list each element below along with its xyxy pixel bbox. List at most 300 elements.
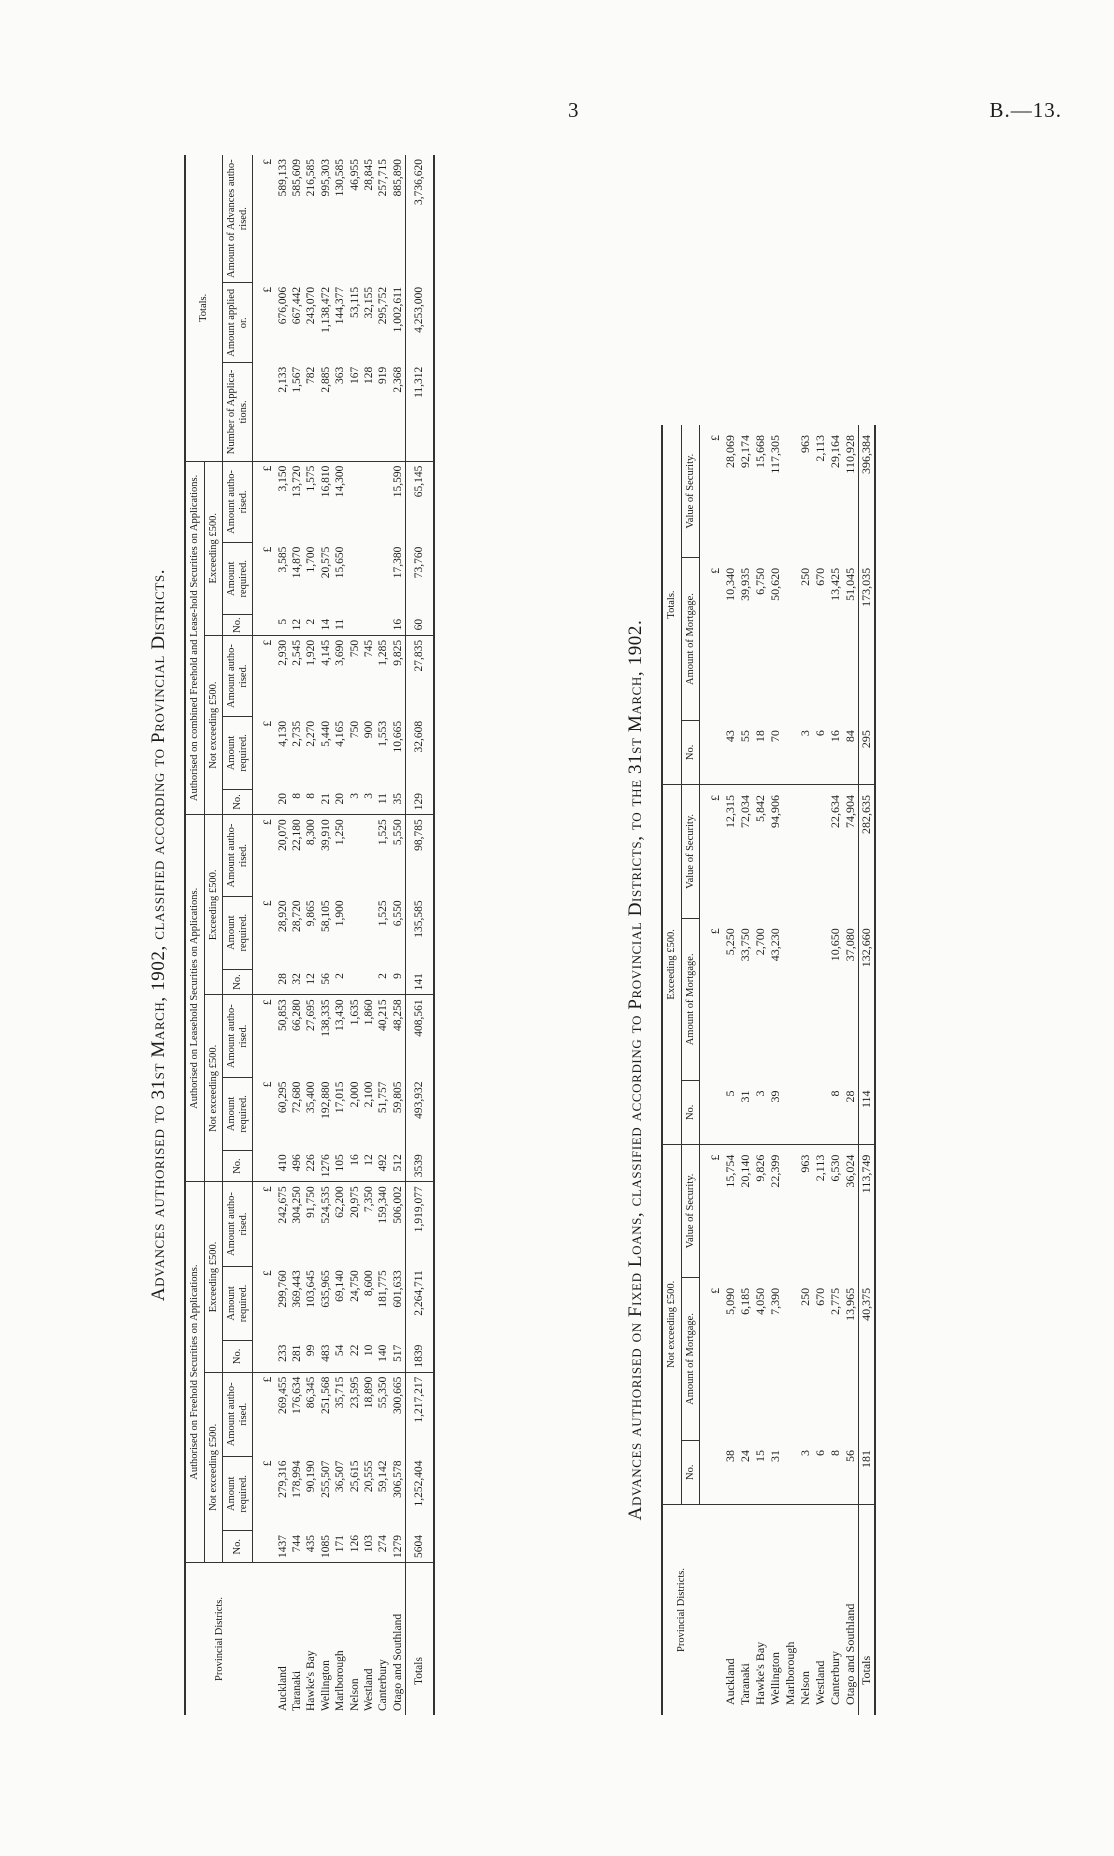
- table-cell: 5,440: [319, 720, 332, 747]
- table-cell: [362, 543, 376, 615]
- currency-symbol: £: [708, 928, 723, 935]
- table-cell: 16: [828, 720, 843, 784]
- table-cell: 43: [723, 720, 738, 784]
- table1-sub-not-exceeding: Not exceeding £500.: [204, 1372, 223, 1562]
- table-cell: 13,425: [828, 567, 843, 601]
- table-cell: 524,535: [319, 1186, 332, 1224]
- table1-sub-not-exceeding: Not exceeding £500.: [204, 635, 223, 814]
- total-cell: 3,736,620: [406, 155, 434, 283]
- table-cell: 54: [333, 1341, 347, 1373]
- unit-row-spacer: [253, 969, 276, 995]
- table-cell: 5: [723, 1080, 738, 1144]
- table-cell: 2: [304, 615, 318, 635]
- unit-row: [253, 155, 276, 1715]
- table-cell: 39: [768, 1080, 783, 1144]
- district-name: Auckland: [276, 1666, 289, 1711]
- table-cell: 72,680: [291, 1081, 303, 1114]
- table-cell: 37,080: [843, 928, 858, 962]
- table-cell: [348, 815, 362, 897]
- table-row: [723, 425, 738, 1715]
- table-cell: 3,585: [276, 546, 289, 573]
- table-cell: 35: [391, 789, 406, 815]
- table-cell: 18,890: [363, 1376, 376, 1409]
- total-cell: 141: [406, 969, 434, 995]
- col-amount-authorised: Amount autho-rised.: [223, 1372, 253, 1456]
- table-cell: 55: [738, 720, 753, 784]
- currency-symbol: £: [262, 819, 275, 826]
- page-number: 3: [568, 98, 579, 122]
- col-amount-applied: Amount applied or.: [223, 283, 253, 363]
- table-cell: 59,142: [377, 1460, 390, 1493]
- table-cell: 1,553: [377, 720, 390, 747]
- currency-symbol: £: [262, 999, 275, 1006]
- table-cell: 20,140: [738, 1154, 753, 1188]
- table-cell: 16,810: [319, 465, 332, 498]
- col-amount-authorised: Amount autho-rised.: [223, 995, 253, 1078]
- table-cell: 435: [304, 1531, 318, 1563]
- table-row: [304, 155, 318, 1715]
- table-row: [843, 425, 859, 1715]
- table-cell: 14,870: [291, 546, 303, 579]
- table-cell: 8,300: [305, 819, 318, 846]
- table-cell: 3: [753, 1080, 768, 1144]
- table-row: [828, 425, 843, 1715]
- col-no: No.: [681, 1080, 700, 1144]
- table-cell: 32: [290, 969, 304, 995]
- table-row: [738, 425, 753, 1715]
- total-cell: 396,384: [859, 425, 876, 558]
- table-cell: [783, 1278, 798, 1440]
- table1-header-leasehold: Authorised on Leasehold Securities on Applications.: [185, 815, 204, 1182]
- table-cell: 6: [813, 1440, 828, 1504]
- unit-row-spacer: [253, 1150, 276, 1182]
- table-cell: 6,750: [753, 567, 768, 595]
- table-cell: 963: [798, 1154, 813, 1173]
- currency-symbol: £: [262, 720, 275, 727]
- table-cell: 20,555: [363, 1460, 376, 1493]
- table-cell: 32,155: [363, 286, 376, 319]
- table1-body: [253, 155, 434, 1715]
- table-cell: 274: [376, 1531, 390, 1563]
- table-cell: 10,650: [828, 928, 843, 962]
- district-name: Taranaki: [738, 1663, 753, 1705]
- col-amount-authorised: Amount autho-rised.: [223, 635, 253, 717]
- table-cell: [376, 461, 390, 543]
- fixed-loans-table: [661, 425, 876, 1715]
- currency-symbol: £: [708, 1154, 723, 1161]
- table-row: [391, 155, 406, 1715]
- table-cell: 28,845: [363, 159, 376, 191]
- table-cell: 74,904: [843, 795, 858, 829]
- table-cell: 2,000: [348, 1081, 361, 1108]
- table-cell: [362, 969, 376, 995]
- table-cell: 7,390: [768, 1287, 783, 1315]
- advances-table: [184, 155, 435, 1715]
- col-no: No.: [223, 1150, 253, 1182]
- table-cell: 5: [276, 615, 290, 635]
- table-cell: 8: [290, 789, 304, 815]
- table-cell: 782: [304, 363, 318, 461]
- table-cell: 8: [304, 789, 318, 815]
- total-cell: 408,561: [406, 995, 434, 1078]
- district-name: Nelson: [798, 1671, 813, 1705]
- table-cell: 138,335: [319, 999, 332, 1037]
- table-cell: 3,150: [276, 465, 289, 492]
- table-row: [276, 155, 290, 1715]
- table-cell: 1,860: [363, 999, 376, 1026]
- table2-header-not-exceeding: Not exceeding £500.: [662, 1144, 681, 1504]
- table-cell: 506,002: [391, 1186, 404, 1224]
- table-cell: 5,842: [753, 795, 768, 823]
- table-cell: [813, 785, 828, 919]
- district-name: Taranaki: [291, 1670, 303, 1711]
- table-cell: 105: [333, 1150, 347, 1182]
- table-cell: 3: [798, 1440, 813, 1504]
- col-no: No.: [681, 720, 700, 784]
- table-cell: 2,270: [305, 720, 318, 747]
- table-cell: 1,900: [334, 900, 347, 927]
- table-cell: 517: [391, 1341, 406, 1373]
- table1-sub-exceeding: Exceeding £500.: [204, 815, 223, 995]
- table-cell: 2,133: [276, 363, 290, 461]
- table-cell: 2: [376, 969, 390, 995]
- table1-header-districts: Provincial Districts.: [213, 1597, 225, 1681]
- table-cell: 13,965: [843, 1287, 858, 1321]
- total-cell: 295: [859, 720, 876, 784]
- total-cell: 173,035: [859, 558, 876, 720]
- table-cell: 1279: [391, 1531, 406, 1563]
- table-cell: 58,105: [319, 900, 332, 932]
- col-amount-required: Amount required.: [223, 1266, 253, 1340]
- total-cell: 114: [859, 1080, 876, 1144]
- table-cell: 178,994: [291, 1460, 303, 1498]
- table2-header-totals: Totals.: [662, 425, 681, 785]
- district-name: Canterbury: [377, 1659, 390, 1711]
- total-cell: 98,785: [406, 815, 434, 897]
- document-reference: B.—13.: [989, 98, 1062, 122]
- table-cell: 900: [363, 720, 376, 739]
- table-cell: 92,174: [738, 435, 753, 468]
- table-cell: 496: [290, 1150, 304, 1182]
- table-cell: 56: [843, 1440, 859, 1504]
- table-cell: [348, 461, 362, 543]
- total-cell: 60: [406, 615, 434, 635]
- table-cell: 69,140: [334, 1270, 347, 1302]
- currency-symbol: £: [262, 1376, 275, 1383]
- total-cell: 1,919,077: [406, 1182, 434, 1266]
- col-no: No.: [223, 615, 253, 635]
- table-cell: 8: [828, 1080, 843, 1144]
- currency-symbol: £: [262, 1186, 275, 1193]
- table-cell: 6,550: [391, 900, 404, 927]
- col-amount-required: Amount required.: [223, 1457, 253, 1532]
- table-cell: 11: [333, 615, 347, 635]
- table-cell: 8: [828, 1440, 843, 1504]
- table-cell: [348, 615, 362, 635]
- table1-header-totals: Totals.: [185, 155, 223, 461]
- table-cell: 13,430: [334, 999, 347, 1031]
- table-cell: 12,315: [723, 795, 738, 829]
- table-cell: 130,585: [334, 159, 347, 197]
- total-cell: 32,608: [406, 717, 434, 789]
- table-cell: 10: [362, 1341, 376, 1373]
- table-cell: [783, 785, 798, 919]
- table-cell: 23,595: [348, 1376, 361, 1409]
- district-name: Wellington: [319, 1660, 332, 1711]
- table-cell: 40,215: [377, 999, 390, 1031]
- table-cell: 171: [333, 1531, 347, 1563]
- col-amount-advances: Amount of Advances autho-rised.: [223, 155, 253, 283]
- total-cell: 1,217,217: [406, 1372, 434, 1456]
- table-cell: 4,165: [334, 720, 347, 747]
- table-cell: 15,590: [391, 465, 404, 498]
- currency-symbol: £: [262, 465, 275, 472]
- table-cell: 12: [304, 969, 318, 995]
- table-cell: 9: [391, 969, 406, 995]
- table-cell: 1,138,472: [319, 286, 332, 333]
- table-cell: 46,955: [348, 159, 361, 191]
- currency-symbol: £: [708, 435, 723, 441]
- table-cell: 16: [348, 1150, 362, 1182]
- table-cell: 91,750: [305, 1186, 318, 1218]
- fixed-loans-table-block: [625, 425, 1075, 1715]
- table-cell: 128: [362, 363, 376, 461]
- currency-symbol: £: [262, 1270, 275, 1276]
- table-cell: [783, 1440, 798, 1504]
- unit-row-spacer: [253, 615, 276, 635]
- unit-row-spacer: [700, 720, 724, 784]
- table-cell: 15: [753, 1440, 768, 1504]
- table-cell: 363: [333, 363, 347, 461]
- table-cell: 66,280: [291, 999, 303, 1031]
- table-cell: 750: [348, 720, 361, 739]
- table-cell: 126: [348, 1531, 362, 1563]
- col-value-security: Value of Security.: [681, 425, 700, 558]
- total-cell: 65,145: [406, 461, 434, 543]
- table-cell: [362, 815, 376, 897]
- table-cell: 22: [348, 1341, 362, 1373]
- table-cell: [362, 896, 376, 969]
- table-cell: 20: [276, 789, 290, 815]
- unit-row-spacer: [253, 789, 276, 815]
- table-cell: 12: [290, 615, 304, 635]
- table-cell: 243,070: [305, 286, 318, 325]
- table-cell: 50,620: [768, 567, 783, 601]
- table-cell: 20,975: [348, 1186, 361, 1218]
- table-cell: 12: [362, 1150, 376, 1182]
- table-cell: 1,920: [305, 639, 318, 666]
- table-cell: [783, 918, 798, 1080]
- table-cell: 33,750: [738, 928, 753, 962]
- table-cell: 635,965: [319, 1270, 332, 1308]
- table-cell: 103: [362, 1531, 376, 1563]
- table-cell: 59,805: [391, 1081, 404, 1114]
- table-cell: 2,700: [753, 928, 768, 956]
- table-cell: 39,910: [319, 819, 332, 851]
- unit-row-spacer: [253, 1531, 276, 1563]
- table-cell: 885,890: [391, 159, 404, 197]
- table-cell: 8,600: [363, 1270, 376, 1297]
- table-cell: 226: [304, 1150, 318, 1182]
- total-cell: 2,264,711: [406, 1266, 434, 1340]
- col-no: No.: [681, 1440, 700, 1504]
- total-cell: 113,749: [859, 1144, 876, 1278]
- table-cell: 20: [333, 789, 347, 815]
- table-cell: 28,069: [723, 435, 738, 468]
- table-row: [753, 425, 768, 1715]
- table-cell: 1,700: [305, 546, 318, 573]
- table-cell: 2,113: [813, 435, 828, 462]
- total-cell: 3539: [406, 1150, 434, 1182]
- table-cell: 5,250: [723, 928, 738, 956]
- table-cell: 36,024: [843, 1154, 858, 1188]
- table-cell: 304,250: [291, 1186, 303, 1224]
- table-cell: 43,230: [768, 928, 783, 962]
- table-cell: 14: [319, 615, 333, 635]
- totals-label: Totals: [406, 1563, 434, 1716]
- table-cell: 919: [376, 363, 390, 461]
- table-cell: 11: [376, 789, 390, 815]
- table-cell: 233: [276, 1341, 290, 1373]
- unit-row-spacer: [700, 1505, 724, 1716]
- table-cell: 13,720: [291, 465, 303, 498]
- table-cell: 216,585: [305, 159, 318, 197]
- district-name: Westland: [363, 1668, 376, 1711]
- table-cell: [362, 615, 376, 635]
- table-cell: 279,316: [276, 1460, 289, 1498]
- total-cell: 1,252,404: [406, 1457, 434, 1532]
- table-cell: 676,006: [276, 286, 289, 325]
- total-cell: 5604: [406, 1531, 434, 1563]
- table-cell: 9,825: [391, 639, 404, 666]
- table-row: [813, 425, 828, 1715]
- table-cell: 745: [363, 639, 376, 658]
- table-cell: 53,115: [348, 286, 361, 319]
- table-cell: 1437: [276, 1531, 290, 1563]
- table-cell: 492: [376, 1150, 390, 1182]
- district-name: Westland: [813, 1660, 828, 1705]
- unit-row-spacer: [253, 1341, 276, 1373]
- table-cell: 2: [333, 969, 347, 995]
- table-cell: 39,935: [738, 567, 753, 601]
- table1-header-combined: Authorised on combined Freehold and Lease-hold Securities on Applications.: [185, 461, 204, 815]
- col-no: No.: [223, 1531, 253, 1563]
- district-name: Wellington: [768, 1651, 783, 1705]
- table-cell: 31: [738, 1080, 753, 1144]
- table-cell: 70: [768, 720, 783, 784]
- table-cell: 7,350: [363, 1186, 376, 1213]
- table-cell: 1,635: [348, 999, 361, 1026]
- table-row: [768, 425, 783, 1715]
- table-cell: 176,634: [291, 1376, 303, 1414]
- district-name: Hawke's Bay: [305, 1650, 318, 1711]
- table-cell: 21: [319, 789, 333, 815]
- currency-symbol: £: [262, 1081, 275, 1088]
- col-amount-mortgage: Amount of Mortgage.: [681, 918, 700, 1080]
- col-number-applications: Number of Applica-tions.: [223, 363, 253, 461]
- table-cell: 1,525: [377, 900, 390, 927]
- table-cell: 2,368: [391, 363, 406, 461]
- advances-table-block: [148, 155, 573, 1715]
- table-cell: 16: [391, 615, 406, 635]
- currency-symbol: £: [708, 1287, 723, 1294]
- table-cell: 72,034: [738, 795, 753, 829]
- table-cell: 483: [319, 1341, 333, 1373]
- total-cell: 73,760: [406, 543, 434, 615]
- table-cell: [348, 543, 362, 615]
- table-cell: [376, 543, 390, 615]
- col-value-security: Value of Security.: [681, 1144, 700, 1278]
- table1-title: Advances authorised to 31st March, 1902, classified according to Provincial Districts.: [148, 568, 169, 1302]
- table-cell: 24: [738, 1440, 753, 1504]
- table-cell: 670: [813, 567, 828, 586]
- table-row: [798, 425, 813, 1715]
- table2-header-exceeding: Exceeding £500.: [662, 785, 681, 1145]
- table-cell: 28: [276, 969, 290, 995]
- table-cell: 9,826: [753, 1154, 768, 1182]
- total-cell: 132,660: [859, 918, 876, 1080]
- district-name: Hawke's Bay: [753, 1641, 768, 1705]
- table1-sub-exceeding: Exceeding £500.: [204, 1182, 223, 1372]
- table-row: [362, 155, 376, 1715]
- table-row: [319, 155, 333, 1715]
- currency-symbol: £: [262, 159, 275, 165]
- col-no: No.: [223, 789, 253, 815]
- col-amount-mortgage: Amount of Mortgage.: [681, 1278, 700, 1440]
- table-cell: 99: [304, 1341, 318, 1373]
- table-cell: [783, 1144, 798, 1278]
- table-cell: 10,340: [723, 567, 738, 601]
- table-cell: 5,090: [723, 1287, 738, 1315]
- col-amount-authorised: Amount autho-rised.: [223, 815, 253, 897]
- table-cell: 167: [348, 363, 362, 461]
- table-cell: 1276: [319, 1150, 333, 1182]
- table-cell: 62,200: [334, 1186, 347, 1218]
- table-cell: 117,305: [768, 435, 783, 474]
- table-cell: 22,180: [291, 819, 303, 851]
- col-no: No.: [223, 969, 253, 995]
- table-cell: 10,665: [391, 720, 404, 753]
- table-cell: 51,045: [843, 567, 858, 601]
- table-cell: [783, 425, 798, 558]
- table-cell: 6,185: [738, 1287, 753, 1315]
- currency-symbol: £: [262, 286, 275, 293]
- total-cell: 493,932: [406, 1078, 434, 1151]
- total-cell: 1839: [406, 1341, 434, 1373]
- table-cell: 3: [798, 720, 813, 784]
- table-cell: 1,250: [334, 819, 347, 846]
- currency-symbol: £: [708, 795, 723, 802]
- table-cell: 512: [391, 1150, 406, 1182]
- table-cell: 3: [362, 789, 376, 815]
- table-cell: 2,885: [319, 363, 333, 461]
- total-cell: 27,835: [406, 635, 434, 717]
- table-row: [348, 155, 362, 1715]
- currency-symbol: £: [262, 1460, 275, 1467]
- unit-row: [700, 425, 724, 1715]
- table-cell: 2,735: [291, 720, 303, 747]
- table-cell: 2,100: [363, 1081, 376, 1108]
- table-cell: 144,377: [334, 286, 347, 325]
- currency-symbol: £: [262, 639, 275, 646]
- table-cell: 4,145: [319, 639, 332, 666]
- table-cell: 1,002,611: [391, 286, 404, 333]
- table-cell: 1085: [319, 1531, 333, 1563]
- col-amount-mortgage: Amount of Mortgage.: [681, 558, 700, 720]
- unit-row-spacer: [700, 1080, 724, 1144]
- table-cell: 51,757: [377, 1081, 390, 1114]
- table1-sub-not-exceeding: Not exceeding £500.: [204, 995, 223, 1182]
